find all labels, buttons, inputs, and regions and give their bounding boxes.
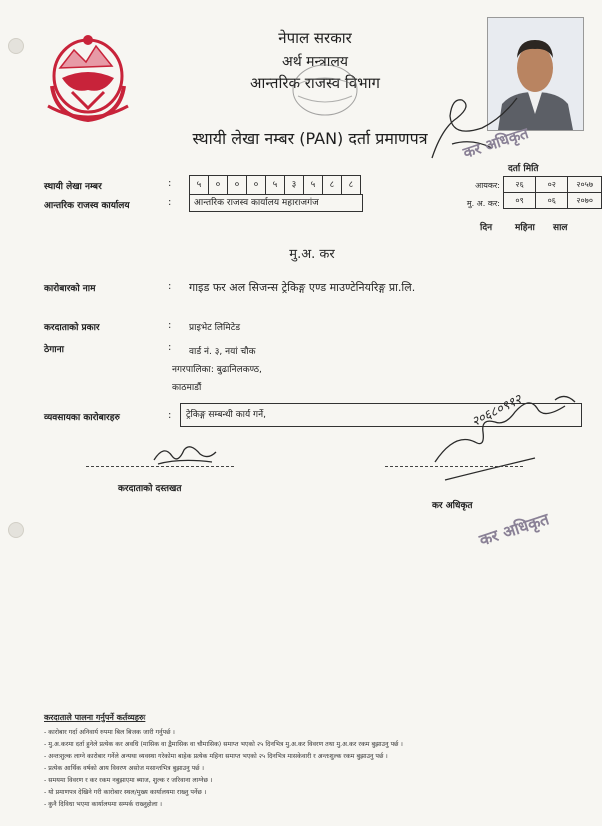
certificate-title: स्थायी लेखा नम्बर (PAN) दर्ता प्रमाणपत्र: [192, 129, 428, 148]
officer-signature-line: [385, 466, 523, 467]
address-label: ठेगाना: [44, 345, 64, 355]
duty-item: - अन्तःशुल्क लाग्ने कारोबार गर्नेले अन्यथा व्यवस्था गरेकोमा बाहेक प्रत्येक महिना समाप्त भएको २५ दिनभित्र मासकेवारी र अन्तःशुल्क रकम बुझाउनु पर्छ ।: [44, 753, 388, 760]
table-row: [504, 193, 602, 209]
col-year-label: साल: [553, 223, 568, 233]
pan-colon: :: [168, 178, 172, 189]
vat-label: मु. अ. कर:: [466, 199, 500, 208]
business-name-colon: :: [168, 281, 172, 292]
pan-digit: ८: [348, 180, 354, 190]
activities-colon: :: [168, 410, 172, 421]
vat-year: २०७०: [568, 193, 602, 209]
pan-digit: ०: [247, 176, 266, 194]
registration-date-table: [503, 176, 602, 209]
duties-heading: करदाताले पालना गर्नुपर्ने कर्तव्यहरुः: [44, 713, 146, 722]
activities-label: व्यवसायका कारोबारहरु: [44, 413, 120, 423]
income-tax-month: ०२: [536, 177, 568, 193]
office-seal-icon: [290, 62, 360, 118]
tax-type: मु.अ. कर: [289, 247, 335, 262]
officer-stamp-bottom: कर अधिकृत: [476, 509, 552, 550]
pan-digit: ०: [209, 176, 228, 194]
col-day-label: दिन: [480, 223, 493, 233]
duty-item: - मु.अ.करमा दर्ता हुनेले प्रत्येक कर अवधि (मासिक वा द्वैमासिक वा चौमासिक) समाप्त भएको २५ दिनभित्र मु.अ.कर विवरण तथा मु.अ.कर रकम बुझाउनु पर्छ ।: [44, 741, 403, 748]
pan-label: स्थायी लेखा नम्बर: [44, 182, 102, 192]
header-line-2: अर्थ मन्त्रालय: [282, 54, 348, 70]
pan-digit: ५: [266, 176, 285, 194]
duties-list: [44, 727, 594, 811]
nepal-emblem-icon: [42, 28, 134, 126]
address-line-1: वार्ड नं. ३, नयां चौक: [189, 347, 256, 357]
taxpayer-type-colon: :: [168, 320, 172, 331]
punch-hole-bottom: [8, 522, 24, 538]
taxpayer-type-label: करदाताको प्रकार: [44, 323, 100, 333]
pan-digit: ०: [228, 176, 247, 194]
duty-item: - कुनै दिविधा भएमा कार्यालयमा सम्पर्क राख्नुहोला ।: [44, 801, 162, 808]
pan-digit: ५: [190, 176, 209, 194]
registration-heading: दर्ता मिति: [508, 164, 539, 174]
business-name-value: गाइड फर अल सिजन्स ट्रेकिङ्ग एण्ड माउण्टेनियरिङ्ग प्रा.लि.: [189, 281, 416, 294]
address-line-3: काठमाडौं: [172, 383, 202, 393]
duty-item: - कारोबार गर्दा अनिवार्य रुपमा बिल बिजक जारी गर्नुपर्छ ।: [44, 729, 175, 736]
officer-signature-label: कर अधिकृत: [432, 501, 473, 511]
income-tax-label: आयकर:: [475, 181, 500, 190]
office-label: आन्तरिक राजस्व कार्यालय: [44, 201, 130, 211]
vat-day: ०९: [504, 193, 536, 209]
activities-value: ट्रेकिङ्ग सम्बन्धी कार्य गर्ने,: [180, 403, 582, 427]
office-value: आन्तरिक राजस्व कार्यालय महाराजगंज: [189, 194, 363, 212]
taxpayer-signature-line: [86, 466, 234, 467]
business-name-label: कारोबारको नाम: [44, 284, 96, 294]
taxpayer-type-value: प्राइभेट लिमिटेड: [189, 323, 241, 333]
pan-digit: ८: [323, 176, 342, 194]
office-colon: :: [168, 197, 172, 208]
duty-item: - यो प्रमाणपत्र देखिने गरी कारोबार स्थल/मुख्य कार्यालयमा राख्नु पर्नेछ ।: [44, 789, 207, 796]
officer-stamp-top: कर अधिकृत: [460, 124, 531, 162]
pan-digit: ५: [304, 176, 323, 194]
handwritten-number: २०६८०९१२: [469, 392, 525, 431]
col-month-label: महिना: [515, 223, 535, 233]
taxpayer-signature: [150, 438, 220, 468]
pan-digit: ३: [285, 176, 304, 194]
pan-number-boxes: [189, 175, 361, 195]
punch-hole-top: [8, 38, 24, 54]
header-line-3: आन्तरिक राजस्व विभाग: [249, 74, 380, 92]
duty-item: - प्रत्येक आर्थिक वर्षको आय विवरण असोज मसान्तभित्र बुझाउनु पर्छ ।: [44, 765, 204, 772]
address-line-2: नगरपालिका: बुढानिलकण्ठ,: [172, 365, 262, 375]
header-line-1: नेपाल सरकार: [278, 29, 352, 47]
income-tax-day: २६: [504, 177, 536, 193]
address-colon: :: [168, 342, 172, 353]
taxpayer-signature-label: करदाताको दस्तखत: [118, 484, 182, 494]
vat-month: ०६: [536, 193, 568, 209]
table-row: [504, 177, 602, 193]
duty-item: - समयमा विवरण र कर रकम नबुझाएमा ब्याज, शुल्क र जरिवाना लाग्नेछ ।: [44, 777, 213, 784]
income-tax-year: २०५७: [568, 177, 602, 193]
